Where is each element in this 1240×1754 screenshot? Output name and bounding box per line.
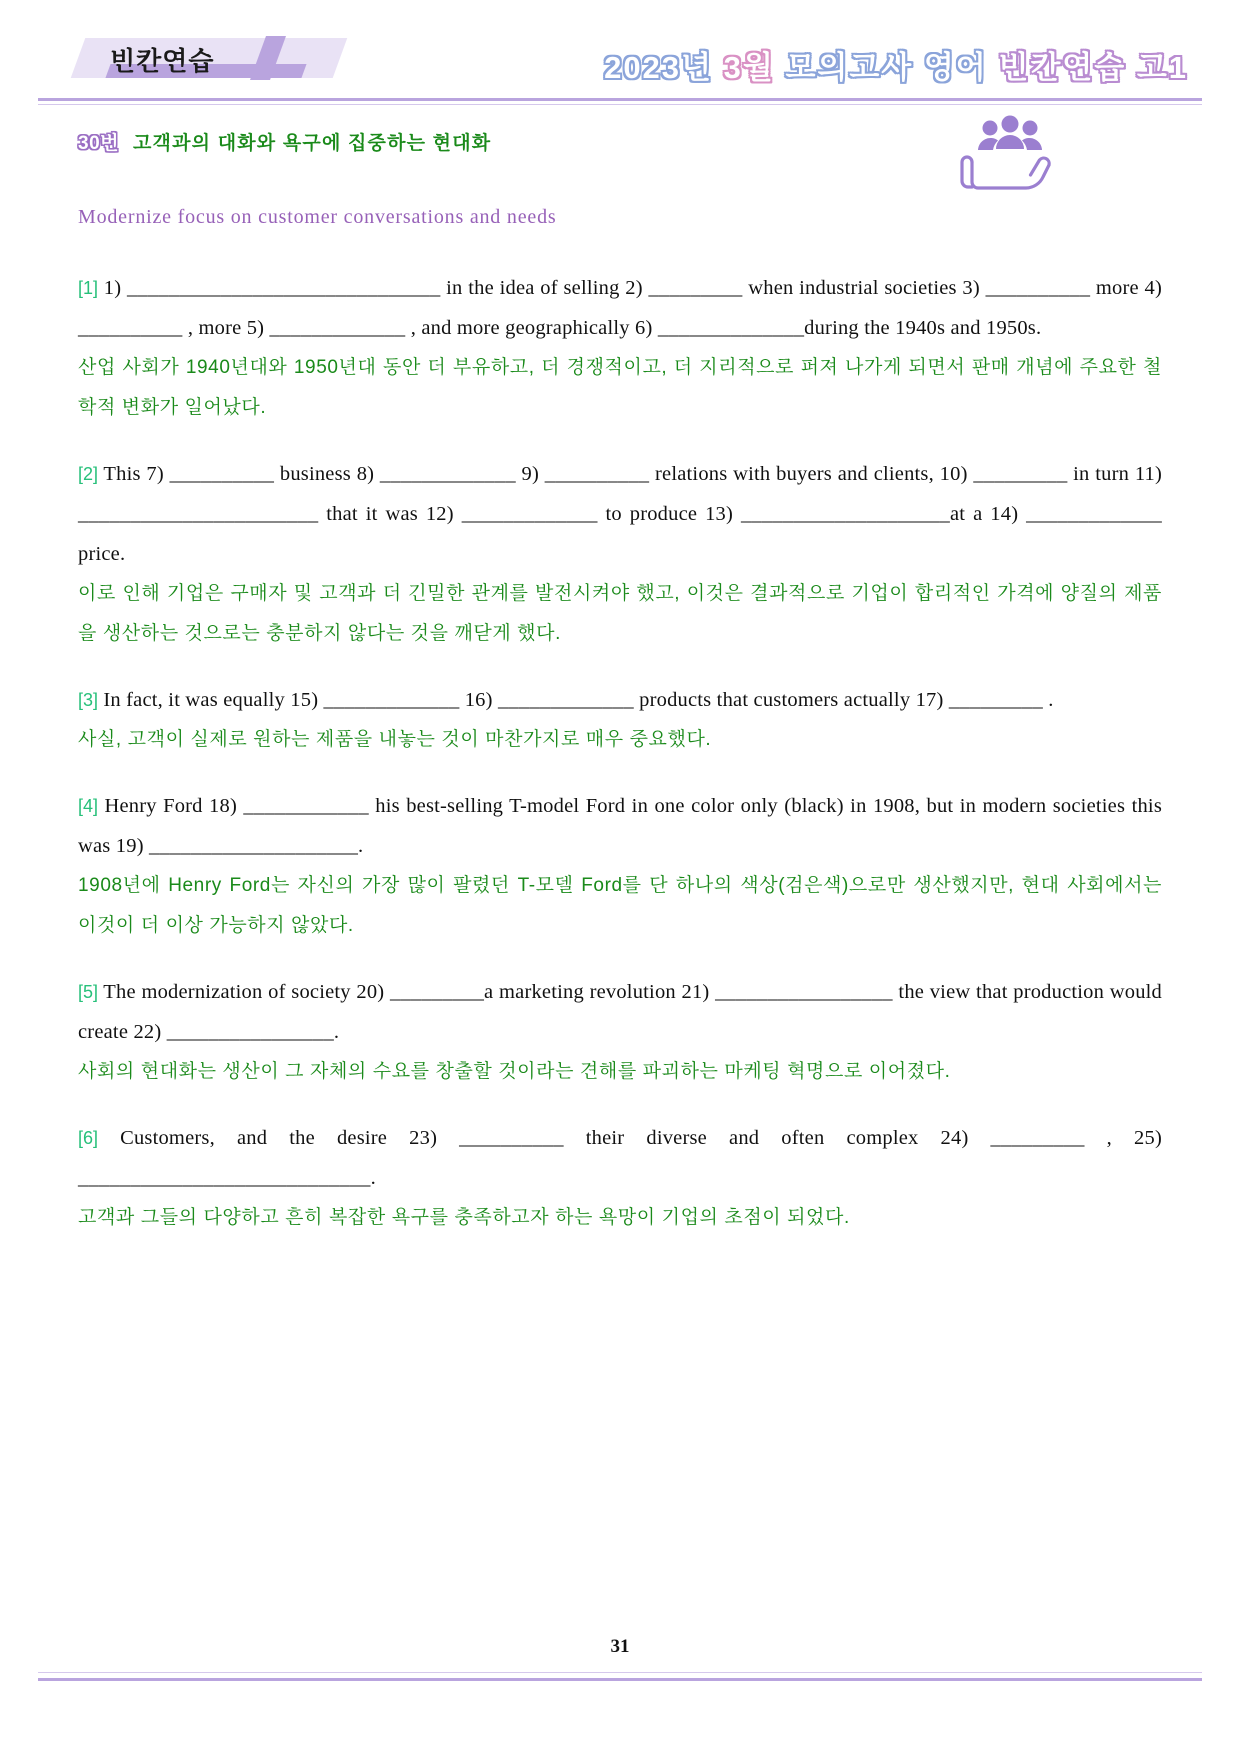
paragraph-english: [2] This 7) __________ business 8) _____________ 9) __________ relations with buyers and clients, 10) _________ in turn 11) _______________________ that it was 12) _____________ to produce 13) ____________________at a 14) _____________ price.: [78, 463, 1162, 565]
paragraph-english: [6] Customers, and the desire 23) __________ their diverse and often complex 24) _________ , 25) ____________________________.: [78, 1127, 1162, 1189]
page-header: [0, 0, 1240, 100]
paragraph-korean: 사실, 고객이 실제로 원하는 제품을 내놓는 것이 마찬가지로 매우 중요했다.: [78, 729, 712, 750]
paragraph-english: [3] In fact, it was equally 15) _____________ 16) _____________ products that customers actually 17) _________ .: [78, 689, 1054, 711]
paragraph-marker: [3]: [78, 690, 99, 710]
paragraph-english: [1] 1) ______________________________ in the idea of selling 2) _________ when industrial societies 3) __________ more 4) __________ , more 5) _____________ , and more geographically 6) ______________during the 1940s and 1950s.: [78, 277, 1162, 339]
page-number: 31: [610, 1636, 630, 1657]
paragraph-marker: [2]: [78, 464, 99, 484]
badge-label: 빈칸연습: [110, 46, 215, 76]
header-rule-thick: [38, 98, 1202, 101]
paragraph-marker: [4]: [78, 796, 99, 816]
paragraph-block: [78, 454, 1162, 654]
paragraph-korean: 1908년에 Henry Ford는 자신의 가장 많이 팔렸던 T-모델 Ford를 단 하나의 색상(검은색)으로만 생산했지만, 현대 사회에서는 이것이 더 이상 가능하지 않았다.: [78, 875, 1162, 936]
paragraph-korean: 이로 인해 기업은 구매자 및 고객과 더 긴밀한 관계를 발전시켜야 했고, 이것은 결과적으로 기업이 합리적인 가격에 양질의 제품을 생산하는 것으로는 충분하지 않다는 것을 깨닫게 했다.: [78, 583, 1162, 644]
paragraph-block: [78, 972, 1162, 1092]
section-badge: [62, 38, 342, 86]
paragraph-marker: [1]: [78, 278, 99, 298]
doc-title-part-4: 빈칸연습: [998, 50, 1127, 85]
footer-rule-thick: [38, 1678, 1202, 1681]
paragraph-marker: [6]: [78, 1128, 99, 1148]
paragraph-block: [78, 680, 1162, 760]
question-subtitle: Modernize focus on customer conversations and needs: [78, 206, 557, 228]
question-title: 고객과의 대화와 욕구에 집중하는 현대화: [133, 133, 492, 154]
paragraph-block: [78, 1118, 1162, 1238]
paragraph-english: [5] The modernization of society 20) _________a marketing revolution 21) _________________ the view that production would create 22) ________________.: [78, 981, 1162, 1043]
paragraph-marker: [5]: [78, 982, 99, 1002]
doc-title-part-2: 모의고사: [785, 50, 914, 85]
question-heading: [78, 128, 491, 155]
paragraph-block: [78, 786, 1162, 946]
doc-title-part-5: 고1: [1136, 50, 1188, 85]
header-rule-thin: [38, 104, 1202, 105]
paragraph-korean: 고객과 그들의 다양하고 흔히 복잡한 욕구를 충족하고자 하는 욕망이 기업의 초점이 되었다.: [78, 1207, 850, 1228]
paragraph-block: [78, 268, 1162, 428]
paragraph-korean: 산업 사회가 1940년대와 1950년대 동안 더 부유하고, 더 경쟁적이고, 더 지리적으로 퍼져 나가게 되면서 판매 개념에 주요한 철학적 변화가 일어났다.: [78, 357, 1162, 418]
doc-title-part-1: 3월: [723, 50, 775, 85]
people-in-hand-icon: [955, 112, 1065, 200]
paragraph-korean: 사회의 현대화는 생산이 그 자체의 수요를 창출할 것이라는 견해를 파괴하는 마케팅 혁명으로 이어졌다.: [78, 1061, 951, 1082]
doc-title-part-0: 2023년: [604, 50, 713, 85]
document-title: [604, 42, 1188, 87]
question-number: 30번: [78, 133, 119, 154]
worksheet-body: [78, 268, 1162, 1264]
footer-rule-thin: [38, 1672, 1202, 1673]
paragraph-english: [4] Henry Ford 18) ____________ his best-selling T-model Ford in one color only (black) in 1908, but in modern societies this was 19) ____________________.: [78, 795, 1162, 857]
doc-title-part-3: 영어: [923, 50, 988, 85]
